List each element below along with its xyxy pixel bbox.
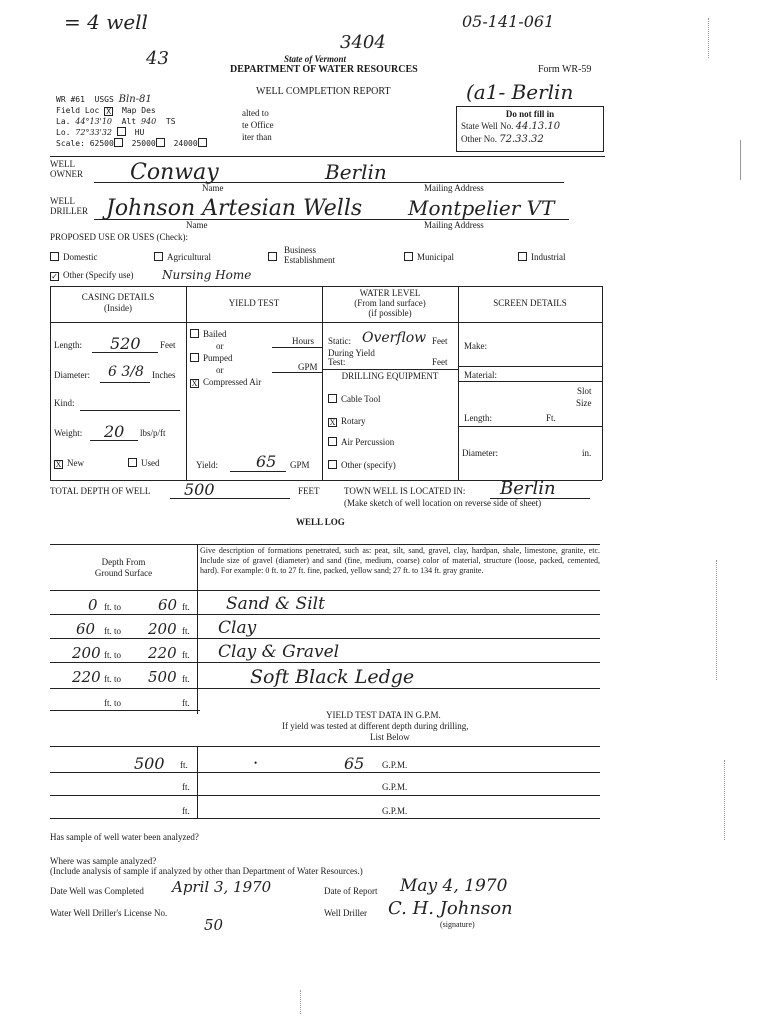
screen-slot-size: Slot Size (576, 386, 592, 408)
use-agricultural[interactable]: Agricultural (154, 252, 211, 262)
scale-option-3: 24000 (173, 139, 198, 148)
usgs-value: Bln-81 (118, 94, 152, 105)
partial-text-2: te Office (242, 120, 274, 130)
scan-artifact (724, 760, 725, 840)
static-value: Overflow (362, 330, 427, 346)
rotary-checkbox[interactable]: X (329, 418, 336, 427)
use-municipal[interactable]: Municipal (404, 252, 454, 262)
analyzed-question: Has sample of well water been analyzed? (50, 832, 199, 842)
include-note: (Include analysis of sample if analyzed by other than Department of Water Resources.) (50, 866, 363, 876)
municipal-checkbox[interactable] (404, 252, 413, 261)
log-from: 200 (72, 644, 101, 662)
log-to: 200 (148, 620, 177, 638)
log-ft: ft. (182, 626, 190, 636)
top-right-code: 05-141-061 (462, 12, 555, 31)
other-equipment-option[interactable]: Other (specify) (328, 460, 396, 470)
total-depth-value: 500 (184, 480, 215, 499)
other-use-value: Nursing Home (162, 268, 252, 282)
log-description: Sand & Silt (226, 594, 325, 614)
casing-title: CASING DETAILS (Inside) (81, 292, 155, 313)
yield-data-gpm-1: 65 (344, 754, 365, 773)
static-feet: Feet (432, 336, 448, 346)
log-ft-to: ft. to (104, 650, 121, 660)
yield-value: 65 (256, 452, 277, 471)
screen-length-ft: Ft. (546, 413, 556, 423)
bailed-checkbox[interactable] (190, 329, 199, 338)
log-description: Clay (218, 618, 257, 638)
scan-artifact (716, 560, 717, 680)
field-loc-label: Field Loc (56, 106, 100, 115)
driller-name-caption: Name (186, 220, 208, 230)
casing-kind-label: Kind: (54, 398, 75, 408)
owner-address-caption: Mailing Address (424, 183, 484, 193)
other-number-value: 72.33.32 (499, 134, 544, 145)
reference-code: 3404 (340, 32, 386, 53)
casing-diameter-label: Diameter: (54, 370, 90, 380)
where-question: Where was sample analyzed? (50, 856, 157, 866)
state-well-value: 44.13.10 (515, 121, 561, 132)
scan-artifact (740, 140, 741, 180)
total-depth-label: TOTAL DEPTH OF WELL (50, 486, 151, 496)
driller-name: Johnson Artesian Wells (106, 196, 363, 221)
owner-label: WELL OWNER (50, 159, 83, 179)
industrial-checkbox[interactable] (518, 252, 527, 261)
sketch-note: (Make sketch of well location on reverse side of sheet) (344, 498, 542, 508)
town-located-label: TOWN WELL IS LOCATED IN: (344, 486, 466, 496)
form-number: Form WR-59 (538, 64, 592, 75)
use-business[interactable] (268, 252, 281, 262)
yield-methods: Bailed or Pumped or X Compressed Air (191, 329, 262, 388)
lat-label: La. (56, 117, 71, 126)
screen-material: Material: (464, 370, 497, 380)
other-use-checkbox[interactable]: ✓ (51, 272, 58, 281)
top-left-note: = 4 well (64, 10, 148, 34)
scale-checkbox-2[interactable] (156, 138, 165, 147)
casing-new[interactable]: X New (55, 458, 84, 469)
proposed-use-title: PROPOSED USE OR USES (Check): (50, 232, 189, 242)
yield-data-line2: If yield was tested at different depth during drilling, (282, 721, 469, 731)
total-depth-unit: FEET (298, 486, 320, 496)
field-loc-checkbox[interactable]: X (104, 107, 113, 116)
during-yield-label: During Yield (328, 348, 375, 358)
other-equipment-checkbox[interactable] (328, 460, 337, 469)
scale-checkbox-3[interactable] (198, 138, 207, 147)
yield-data-ft-3: ft. (182, 806, 190, 816)
date-completed-label: Date Well was Completed (50, 886, 144, 896)
well-log-title: WELL LOG (296, 517, 345, 527)
do-not-fill-title: Do not fill in (505, 109, 555, 119)
rotary-option[interactable]: X Rotary (329, 416, 366, 427)
log-from: 60 (76, 620, 96, 638)
casing-weight-unit: lbs/p/ft (140, 428, 166, 438)
agricultural-checkbox[interactable] (154, 252, 163, 261)
state-name: State of Vermont (284, 54, 347, 64)
screen-length: Length: (464, 413, 492, 423)
usgs-label: USGS (94, 95, 114, 104)
yield-gpm-label: GPM (298, 362, 318, 372)
casing-used[interactable]: Used (128, 458, 160, 468)
log-ft-to: ft. to (104, 602, 121, 612)
log-from: 0 (88, 596, 98, 614)
domestic-checkbox[interactable] (50, 252, 59, 261)
hu-label: HU (134, 128, 145, 137)
license-label: Water Well Driller's License No. (50, 908, 168, 918)
casing-diameter-unit: Inches (152, 370, 176, 380)
yield-data-ft-2: ft. (182, 782, 190, 792)
partial-text-3: iter than (242, 132, 272, 142)
map-des-label: Map Des (122, 106, 156, 115)
partial-text-1: alted to (242, 108, 269, 118)
yield-label: Yield: (196, 460, 218, 470)
use-other[interactable]: ✓ Other (Specify use) (51, 270, 134, 281)
date-report-value: May 4, 1970 (400, 876, 508, 896)
owner-name: Conway (130, 160, 219, 185)
yield-data-dot: • (254, 758, 258, 768)
well-driller-label: Well Driller (324, 908, 368, 918)
license-value: 50 (204, 916, 224, 934)
log-ft-to: ft. to (104, 698, 121, 708)
log-description: Clay & Gravel (218, 642, 340, 662)
test-label: Test: (328, 357, 346, 367)
ts-label: TS (165, 117, 176, 126)
other-number-label: Other No. (461, 134, 497, 144)
yield-data-title: YIELD TEST DATA IN G.P.M. (326, 710, 441, 720)
casing-length-unit: Feet (160, 340, 176, 350)
casing-length-value: 520 (110, 334, 141, 353)
yield-data-gpm-label-3: G.P.M. (382, 806, 408, 816)
page-number: 43 (146, 48, 169, 69)
state-well-label: State Well No. (461, 121, 514, 131)
scan-artifact (300, 990, 301, 1014)
casing-weight-value: 20 (104, 422, 125, 441)
yield-data-depth-1: 500 (134, 754, 165, 773)
scale-label: Scale: (56, 139, 85, 148)
driller-label: WELL DRILLER (50, 196, 88, 216)
driller-address-caption: Mailing Address (424, 220, 484, 230)
date-report-label: Date of Report (324, 886, 378, 896)
hu-checkbox[interactable] (117, 127, 126, 136)
log-ft: ft. (182, 698, 190, 708)
town-code: (a1- Berlin (466, 80, 574, 104)
water-level-title: WATER LEVEL (From land surface) (if possible) (354, 288, 426, 318)
lon-value: 72°33'32 (75, 128, 113, 137)
compressed-air-checkbox[interactable]: X (191, 379, 198, 388)
business-checkbox[interactable] (268, 252, 277, 261)
log-to: 60 (158, 596, 178, 614)
lat-value: 44°13'10 (75, 117, 113, 126)
signature-caption: (signature) (440, 920, 475, 929)
description-header: Give description of formations penetrated, such as: peat, silt, sand, gravel, clay, hardpan, shale, limestone, granite, etc. Include size of gravel (diameter) and sand (fine, medium, coarse) color of material, structure (loose, packed, cemented, hard). For example: 0 ft. to 27 ft. fine, packed, yellow sand; 27 ft. to 134 ft. gray granite. (200, 546, 600, 575)
scale-checkbox-1[interactable] (114, 138, 123, 147)
owner-name-caption: Name (202, 183, 224, 193)
drilling-equipment-title: DRILLING EQUIPMENT (341, 371, 439, 381)
log-from: 220 (72, 668, 101, 686)
log-ft-to: ft. to (104, 626, 121, 636)
well-driller-signature: C. H. Johnson (388, 898, 513, 919)
scale-option-2: 25000 (131, 139, 156, 148)
alt-value: 940 (140, 117, 157, 126)
yield-data-line3: List Below (370, 732, 410, 742)
screen-title: SCREEN DETAILS (493, 298, 567, 308)
alt-label: Alt (121, 117, 137, 126)
screen-diameter-in: in. (582, 448, 592, 458)
yield-test-title: YIELD TEST (228, 298, 280, 308)
log-to: 220 (148, 644, 177, 662)
log-description: Soft Black Ledge (250, 666, 415, 688)
log-ft: ft. (182, 602, 190, 612)
date-completed-value: April 3, 1970 (172, 878, 272, 896)
pumped-checkbox[interactable] (190, 353, 199, 362)
yield-data-gpm-label-1: G.P.M. (382, 760, 408, 770)
use-industrial[interactable]: Industrial (518, 252, 566, 262)
location-stamp (56, 94, 242, 156)
log-ft-to: ft. to (104, 674, 121, 684)
log-to: 500 (148, 668, 177, 686)
casing-used-checkbox[interactable] (128, 458, 137, 467)
cable-tool-option[interactable]: Cable Tool (328, 394, 380, 404)
report-title: WELL COMPLETION REPORT (256, 86, 391, 97)
casing-length-label: Length: (54, 340, 82, 350)
driller-address: Montpelier VT (408, 196, 555, 220)
yield-unit: GPM (290, 460, 310, 470)
log-ft: ft. (182, 674, 190, 684)
owner-address: Berlin (325, 160, 387, 184)
department-name: DEPARTMENT OF WATER RESOURCES (230, 64, 418, 75)
air-percussion-option[interactable]: Air Percussion (328, 437, 394, 447)
casing-diameter-value: 6 3/8 (108, 364, 144, 380)
use-domestic[interactable]: Domestic (50, 252, 98, 262)
scale-option-1: 62500 (89, 139, 114, 148)
screen-make: Make: (464, 341, 487, 351)
air-percussion-checkbox[interactable] (328, 437, 337, 446)
do-not-fill-box (456, 106, 604, 152)
casing-weight-label: Weight: (54, 428, 83, 438)
yield-hours-label: Hours (292, 336, 314, 346)
scan-artifact (708, 18, 709, 58)
cable-tool-checkbox[interactable] (328, 394, 337, 403)
depth-header: Depth From Ground Surface (94, 557, 153, 578)
test-feet: Feet (432, 357, 448, 367)
yield-data-gpm-label-2: G.P.M. (382, 782, 408, 792)
lon-label: Lo. (56, 128, 71, 137)
casing-new-checkbox[interactable]: X (55, 460, 62, 469)
screen-diameter: Diameter: (462, 448, 498, 458)
static-label: Static: (328, 336, 351, 346)
town-located-value: Berlin (500, 478, 556, 499)
log-ft: ft. (182, 650, 190, 660)
wr-number: WR #61 (56, 95, 85, 104)
use-business-label: Business Establishment (284, 245, 335, 265)
yield-data-ft-1: ft. (180, 760, 188, 770)
